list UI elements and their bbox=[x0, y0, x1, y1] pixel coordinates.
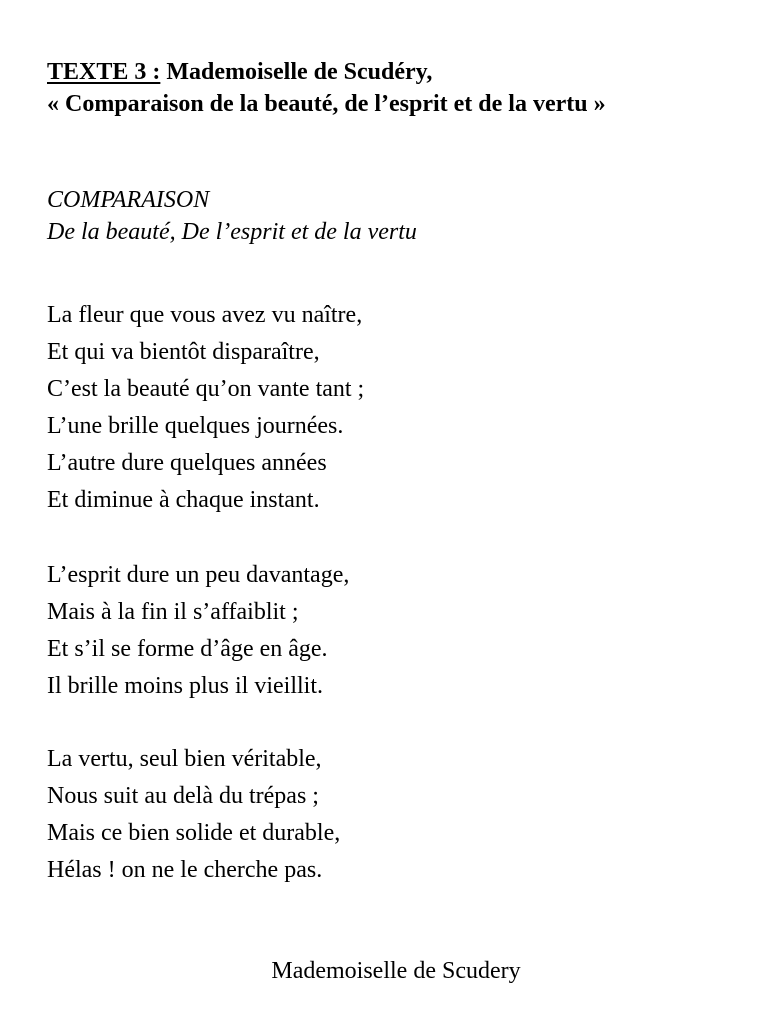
verse: L’une brille quelques journées. bbox=[47, 413, 344, 439]
verse: La vertu, seul bien véritable, bbox=[47, 746, 322, 772]
verse: C’est la beauté qu’on vante tant ; bbox=[47, 376, 365, 402]
author-signature: Mademoiselle de Scudery bbox=[271, 958, 521, 984]
stanza-wit bbox=[47, 557, 349, 705]
heading-line-1 bbox=[47, 56, 606, 88]
text-number-label: TEXTE 3 : bbox=[47, 59, 161, 85]
poem-title bbox=[47, 184, 417, 248]
verse: Il brille moins plus il vieillit. bbox=[47, 673, 323, 699]
verse: L’esprit dure un peu davantage, bbox=[47, 562, 350, 588]
document-heading bbox=[47, 56, 606, 120]
author-title: Mademoiselle de Scudéry, bbox=[160, 59, 433, 85]
work-title: « Comparaison de la beauté, de l’esprit et de la vertu » bbox=[47, 91, 606, 117]
verse: Hélas ! on ne le cherche pas. bbox=[47, 857, 323, 883]
verse: Mais à la fin il s’affaiblit ; bbox=[47, 599, 299, 625]
verse: Et diminue à chaque instant. bbox=[47, 487, 320, 513]
verse: L’autre dure quelques années bbox=[47, 450, 327, 476]
verse: La fleur que vous avez vu naître, bbox=[47, 302, 363, 328]
verse: Nous suit au delà du trépas ; bbox=[47, 783, 319, 809]
verse: Mais ce bien solide et durable, bbox=[47, 820, 341, 846]
stanza-virtue bbox=[47, 741, 340, 889]
stanza-beauty bbox=[47, 297, 364, 519]
poem-title-line-2: De la beauté, De l’esprit et de la vertu bbox=[47, 219, 417, 245]
verse: Et qui va bientôt disparaître, bbox=[47, 339, 320, 365]
verse: Et s’il se forme d’âge en âge. bbox=[47, 636, 328, 662]
poem-title-line-1: COMPARAISON bbox=[47, 187, 210, 213]
